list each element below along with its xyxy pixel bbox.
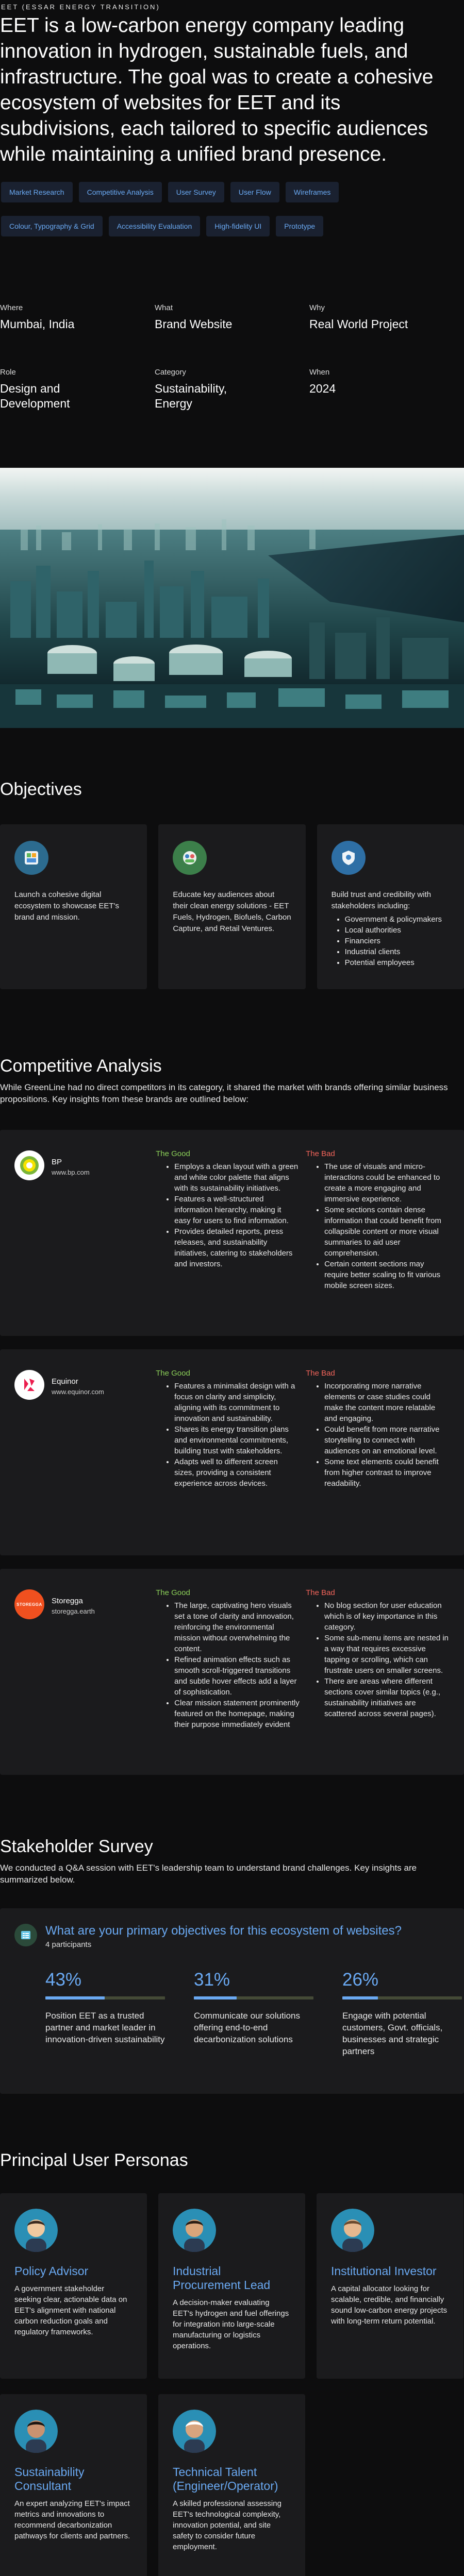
survey-results <box>14 1970 450 2057</box>
brand-name: Storegga <box>52 1597 83 1605</box>
brand-url: www.bp.com <box>52 1168 90 1176</box>
people-icon <box>173 841 207 875</box>
persona-title: Policy Advisor <box>14 2264 89 2278</box>
good-column <box>156 1369 300 1545</box>
storegga-wordmark: STOREGGA <box>16 1602 42 1607</box>
competitive-intro: While GreenLine had no direct competitors in its category, it shared the market with brands offering similar business propositions. Key insights from these brands are outlined below: <box>0 1082 448 1104</box>
result-bar-fill <box>45 1996 105 1999</box>
persona-description: An expert analyzing EET's impact metrics and innovations to recommend decarbonization pathways for clients and partners. <box>14 2499 130 2540</box>
hero-image <box>0 468 464 728</box>
tags-row-1 <box>1 182 464 202</box>
brand-url: www.equinor.com <box>52 1388 104 1396</box>
avatar <box>331 2209 374 2252</box>
persona-card <box>158 2193 305 2379</box>
survey-section <box>0 1837 464 2150</box>
avatar <box>14 2209 58 2252</box>
meta-label: When <box>309 368 330 377</box>
stakeholder-item: • Industrial clients <box>345 946 450 957</box>
bad-column <box>306 1149 450 1326</box>
avatar <box>173 2410 216 2453</box>
stakeholder-item: • Financiers <box>345 936 450 946</box>
good-item: • Features a minimalist design with a focus on clarity and simplicity, aligning with its commitment to innovation and sustainability. <box>174 1381 300 1424</box>
target-icon <box>14 841 48 875</box>
brand-name: Equinor <box>52 1377 78 1386</box>
survey-question: What are your primary objectives for this ecosystem of websites? <box>45 1924 402 1938</box>
meta-value: Brand Website <box>155 317 233 331</box>
good-item: • Provides detailed reports, press releases, and sustainability initiatives, catering to stakeholders and investors. <box>174 1226 300 1269</box>
bad-item: • Could benefit from more narrative storytelling to connect with audiences on an emotional level. <box>324 1424 450 1456</box>
bad-heading: The Bad <box>306 1369 335 1378</box>
survey-header <box>14 1924 450 1949</box>
bad-item: • Some text elements could benefit from higher contrast to improve readability. <box>324 1456 450 1489</box>
stakeholder-item: • Government & policymakers <box>345 914 450 925</box>
meta-item <box>0 368 155 411</box>
meta-label: What <box>155 303 173 312</box>
result-percent: 31% <box>194 1970 230 1990</box>
competitive-section <box>0 1056 464 1837</box>
bad-column <box>306 1588 450 1765</box>
objective-card <box>317 824 464 989</box>
persona-card <box>0 2394 147 2576</box>
result-percent: 43% <box>45 1970 82 1990</box>
stakeholder-list <box>332 914 450 968</box>
meta-label: Category <box>155 368 186 377</box>
objective-card <box>0 824 147 989</box>
avatar <box>173 2209 216 2252</box>
meta-label: Why <box>309 303 325 312</box>
process-tag: Competitive Analysis <box>79 182 162 202</box>
bad-item: • Certain content sections may require better scaling to fit various mobile screen sizes. <box>324 1259 450 1291</box>
survey-title: Stakeholder Survey <box>0 1837 153 1856</box>
persona-description: A skilled professional assessing EET's technological complexity, innovation potential, and site safety to consider future employment. <box>173 2499 281 2551</box>
good-list <box>156 1381 300 1489</box>
survey-participants: 4 participants <box>45 1940 92 1949</box>
good-item: • The large, captivating hero visuals set a tone of clarity and innovation, reinforcing the environmental mission without overwhelming the content. <box>174 1600 300 1654</box>
hero-title: EET is a low-carbon energy company leading innovation in hydrogen, sustainable fuels, and infrastructure. The goal was to create a cohesive ecosystem of websites for EET and its subdivisions, each tailored to specific audiences while maintaining a unified brand presence. <box>0 14 434 165</box>
process-tag: User Survey <box>168 182 224 202</box>
tags-row-2 <box>1 216 464 236</box>
meta-value: Mumbai, India <box>0 317 75 331</box>
meta-item <box>0 303 155 332</box>
competitor-card <box>0 1349 464 1555</box>
bad-item: • Incorporating more narrative elements or case studies could make the content more relatable and engaging. <box>324 1381 450 1424</box>
survey-intro: We conducted a Q&A session with EET's leadership team to understand brand challenges. Key insights are summarized below. <box>0 1863 417 1885</box>
survey-result <box>45 1970 165 2057</box>
good-item: • Clear mission statement prominently featured on the homepage, making their purpose immediately evident <box>174 1698 300 1730</box>
brand-text <box>52 1150 90 1176</box>
brand-name: BP <box>52 1158 62 1166</box>
competitor-cards <box>0 1130 464 1775</box>
bad-item: • The use of visuals and micro-interactions could be enhanced to create a more engaging and immersive experience. <box>324 1161 450 1205</box>
competitor-card <box>0 1130 464 1336</box>
objective-text: Build trust and credibility with stakeholders including: <box>331 890 432 910</box>
poll-icon <box>14 1924 37 1946</box>
project-eyebrow: EET (ESSAR ENERGY TRANSITION) <box>1 3 160 11</box>
good-heading: The Good <box>156 1588 190 1597</box>
result-bar-fill <box>194 1996 237 1999</box>
bad-item: • Some sub-menu items are nested in a way that requires excessive tapping or scrolling, which can frustrate users on smaller screens. <box>324 1633 450 1676</box>
objective-text: Launch a cohesive digital ecosystem to showcase EET's brand and mission. <box>14 890 119 922</box>
stakeholder-item: • Local authorities <box>345 925 450 936</box>
bad-list <box>306 1381 450 1489</box>
objectives-cards <box>0 824 464 989</box>
bad-item: • No blog section for user education which is of key importance in this category. <box>324 1600 450 1633</box>
project-meta <box>0 303 464 411</box>
brand-text <box>52 1370 104 1396</box>
competitive-title: Competitive Analysis <box>0 1056 162 1076</box>
good-item: • Shares its energy transition plans and environmental commitments, building trust with stakeholders. <box>174 1424 300 1456</box>
meta-value: 2024 <box>309 382 336 395</box>
meta-value: Design and Development <box>0 382 70 410</box>
persona-title: Sustainability Consultant <box>14 2465 85 2493</box>
persona-card <box>317 2193 463 2379</box>
meta-value: Sustainability, Energy <box>155 382 227 410</box>
process-tag: Accessibility Evaluation <box>109 216 201 236</box>
objectives-title: Objectives <box>0 779 82 799</box>
personas-section <box>0 2150 464 2576</box>
good-item: • Adapts well to different screen sizes, providing a consistent experience across devices. <box>174 1456 300 1489</box>
competitor-card <box>0 1569 464 1775</box>
hero-section <box>0 0 464 728</box>
meta-value: Real World Project <box>309 317 408 331</box>
shield-icon <box>332 841 366 875</box>
personas-title: Principal User Personas <box>0 2150 188 2170</box>
bad-list <box>306 1600 450 1719</box>
stakeholder-item: • Potential employees <box>345 957 450 968</box>
brand-text <box>52 1589 95 1615</box>
result-bar <box>194 1996 313 1999</box>
good-heading: The Good <box>156 1149 190 1158</box>
equinor-logo <box>14 1370 44 1400</box>
persona-grid <box>0 2193 464 2576</box>
objective-card <box>158 824 305 989</box>
persona-description: A capital allocator looking for scalable, credible, and financially sound low-carbon energy projects with long-term return potential. <box>331 2284 448 2326</box>
bad-heading: The Bad <box>306 1149 335 1158</box>
brand-info <box>14 1588 156 1765</box>
result-text: Communicate our solutions offering end-to-end decarbonization solutions <box>194 2011 300 2044</box>
process-tag: Market Research <box>1 182 73 202</box>
persona-title: Institutional Investor <box>331 2264 437 2278</box>
meta-item <box>155 368 309 411</box>
process-tag: Wireframes <box>286 182 339 202</box>
survey-result <box>342 1970 462 2057</box>
refinery-illustration <box>0 468 464 728</box>
good-column <box>156 1588 300 1765</box>
brand-info <box>14 1369 156 1545</box>
meta-item <box>309 303 464 332</box>
good-column <box>156 1149 300 1326</box>
persona-description: A decision-maker evaluating EET's hydrogen and fuel offerings for integration into large-scale manufacturing or logistics operations. <box>173 2298 289 2350</box>
process-tag: Colour, Typography & Grid <box>1 216 103 236</box>
bad-heading: The Bad <box>306 1588 335 1597</box>
bp-logo <box>14 1150 44 1180</box>
result-text: Engage with potential customers, Govt. officials, businesses and strategic partners <box>342 2011 443 2056</box>
meta-item <box>155 303 309 332</box>
good-item: • Features a well-structured information hierarchy, making it easy for users to find information. <box>174 1194 300 1226</box>
result-percent: 26% <box>342 1970 379 1990</box>
objective-text: Educate key audiences about their clean energy solutions - EET Fuels, Hydrogen, Biofuels, Carbon Capture, and Retail Ventures. <box>173 890 291 933</box>
objectives-section <box>0 779 464 1056</box>
bad-list <box>306 1161 450 1291</box>
result-bar <box>342 1996 462 1999</box>
process-tags <box>0 182 464 236</box>
good-heading: The Good <box>156 1369 190 1378</box>
brand-info <box>14 1149 156 1326</box>
bad-column <box>306 1369 450 1545</box>
good-item: • Employs a clean layout with a green and white color palette that aligns with its sustainability initiatives. <box>174 1161 300 1194</box>
good-list <box>156 1161 300 1269</box>
process-tag: User Flow <box>230 182 279 202</box>
storegga-logo <box>14 1589 44 1619</box>
survey-card <box>0 1908 464 2094</box>
good-item: • Refined animation effects such as smooth scroll-triggered transitions and subtle hover effects add a layer of sophistication. <box>174 1654 300 1698</box>
persona-title: Industrial Procurement Lead <box>173 2264 271 2292</box>
bad-item: • Some sections contain dense information that could benefit from collapsible content or more visual summaries to aid user comprehension. <box>324 1205 450 1259</box>
persona-description: A government stakeholder seeking clear, actionable data on EET's alignment with national carbon reduction goals and regulatory frameworks. <box>14 2284 127 2336</box>
bad-item: • There are areas where different sections cover similar topics (e.g., sustainability initiatives are scattered across several pages). <box>324 1676 450 1719</box>
persona-card <box>0 2193 147 2379</box>
result-bar-fill <box>342 1996 378 1999</box>
good-list <box>156 1600 300 1730</box>
result-text: Position EET as a trusted partner and market leader in innovation-driven sustainability <box>45 2011 165 2044</box>
process-tag: Prototype <box>276 216 323 236</box>
meta-label: Where <box>0 303 23 312</box>
result-bar <box>45 1996 165 1999</box>
brand-url: storegga.earth <box>52 1607 95 1615</box>
survey-result <box>194 1970 313 2057</box>
persona-title: Technical Talent (Engineer/Operator) <box>173 2465 278 2493</box>
avatar <box>14 2410 58 2453</box>
persona-card <box>158 2394 305 2576</box>
meta-label: Role <box>0 368 16 377</box>
meta-item <box>309 368 464 411</box>
process-tag: High-fidelity UI <box>206 216 270 236</box>
